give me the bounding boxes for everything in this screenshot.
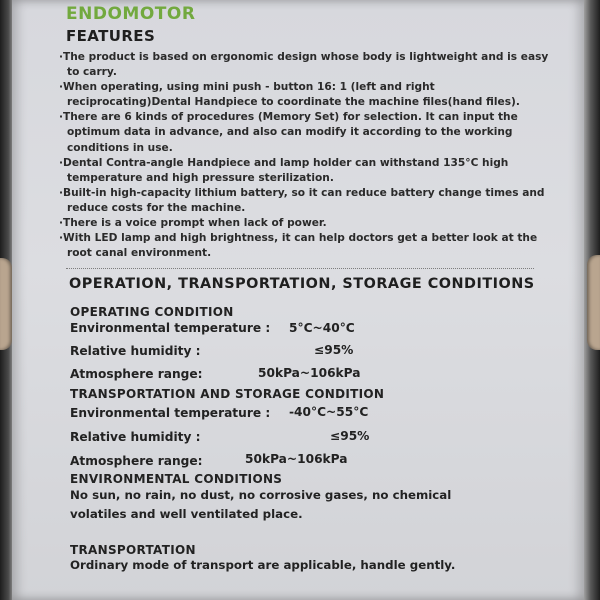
box-tab-left bbox=[0, 258, 12, 350]
section-divider bbox=[66, 268, 534, 269]
feature-item: ·Dental Contra-angle Handpiece and lamp holder can withstand 135°C high temperature and high pressure sterilization. bbox=[59, 156, 509, 184]
operating-pressure-value: 50kPa~106kPa bbox=[258, 366, 361, 380]
features-list bbox=[59, 50, 559, 261]
operating-humidity-value: ≤95% bbox=[314, 343, 354, 357]
feature-item: ·Built-in high-capacity lithium battery, so it can reduce battery change times and reduce costs for the machine. bbox=[59, 186, 545, 214]
operating-temp-value: 5°C~40°C bbox=[289, 321, 355, 335]
operating-pressure-label: Atmosphere range: bbox=[70, 367, 203, 381]
transport-humidity-label: Relative humidity : bbox=[70, 430, 201, 444]
feature-item: ·There are 6 kinds of procedures (Memory Set) for selection. It can input the optimum data in advance, and also can modify it according to the working conditions in use. bbox=[59, 111, 518, 154]
transportation-title: TRANSPORTATION bbox=[70, 543, 196, 557]
transport-pressure-label: Atmosphere range: bbox=[70, 454, 203, 468]
feature-item: ·The product is based on ergonomic design whose body is lightweight and is easy to carry. bbox=[59, 51, 549, 79]
transport-humidity-value: ≤95% bbox=[330, 429, 370, 443]
operating-condition-title: OPERATING CONDITION bbox=[70, 305, 234, 319]
operating-temp-label: Environmental temperature : bbox=[70, 321, 271, 335]
transport-pressure-value: 50kPa~106kPa bbox=[245, 452, 348, 466]
feature-item: ·With LED lamp and high brightness, it can help doctors get a better look at the root canal environment. bbox=[59, 232, 538, 260]
features-heading: FEATURES bbox=[66, 27, 156, 45]
environmental-title: ENVIRONMENTAL CONDITIONS bbox=[70, 472, 283, 486]
operating-humidity-label: Relative humidity : bbox=[70, 344, 201, 358]
environmental-line-1: No sun, no rain, no dust, no corrosive gases, no chemical bbox=[70, 488, 452, 502]
conditions-heading: OPERATION, TRANSPORTATION, STORAGE CONDITIONS bbox=[69, 276, 535, 292]
environmental-line-2: volatiles and well ventilated place. bbox=[70, 507, 303, 521]
feature-item: ·There is a voice prompt when lack of power. bbox=[59, 217, 327, 230]
brand-title: ENDOMOTOR bbox=[66, 4, 196, 24]
transport-temp-value: -40°C~55°C bbox=[289, 405, 369, 419]
feature-item: ·When operating, using mini push - button 16: 1 (left and right reciprocating)Dental Handpiece to coordinate the machine files(hand files). bbox=[59, 81, 520, 109]
transportation-text: Ordinary mode of transport are applicable, handle gently. bbox=[70, 558, 456, 572]
transport-temp-label: Environmental temperature : bbox=[70, 406, 271, 420]
box-tab-right bbox=[587, 255, 600, 350]
transport-storage-title: TRANSPORTATION AND STORAGE CONDITION bbox=[70, 387, 385, 401]
label-panel bbox=[12, 0, 584, 600]
